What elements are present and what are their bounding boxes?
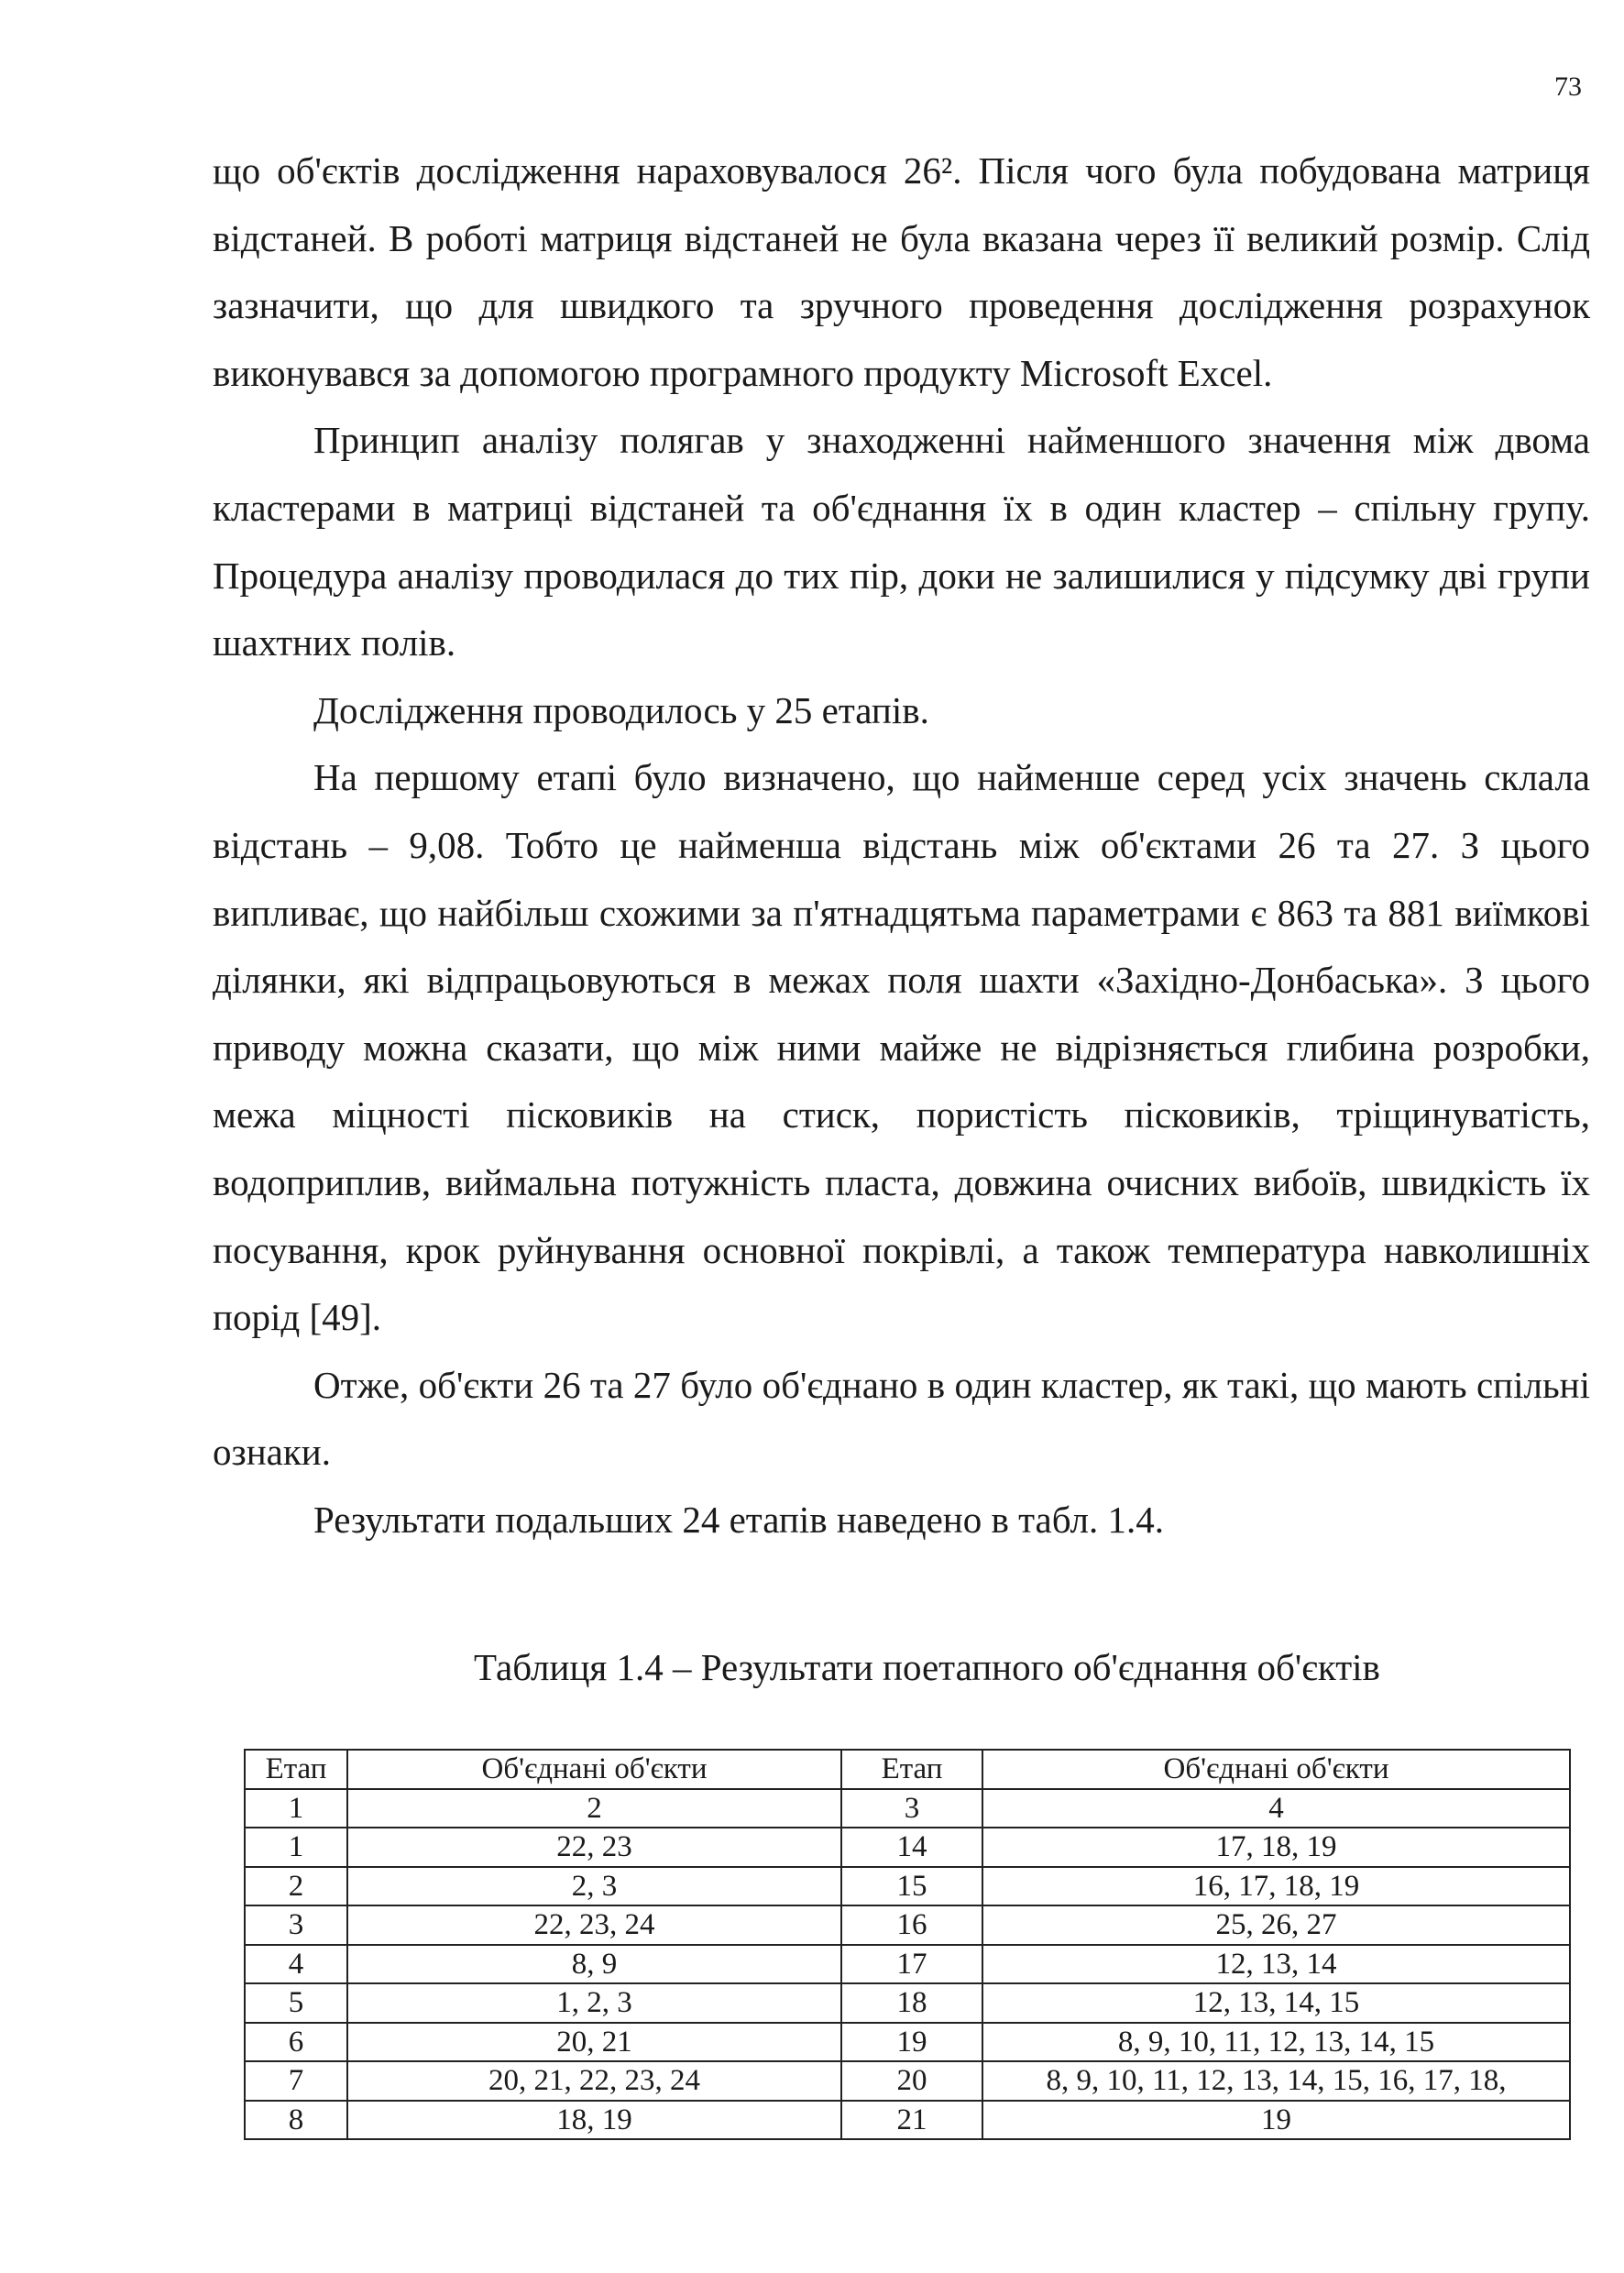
table-cell: 7 [245,2061,347,2101]
table-cell: 8, 9, 10, 11, 12, 13, 14, 15, 16, 17, 18, [982,2061,1570,2101]
table-caption [0,1645,1624,1689]
table-cell: 19 [841,2023,982,2062]
table-row [245,1905,1570,1945]
table-row [245,2023,1570,2062]
table-cell: 14 [841,1828,982,1867]
table-cell: 20, 21, 22, 23, 24 [347,2061,841,2101]
table-cell: 19 [982,2101,1570,2140]
table-cell: 21 [841,2101,982,2140]
table-cell: 18, 19 [347,2101,841,2140]
table-row [245,2101,1570,2140]
results-table [244,1749,1571,2140]
table-row [245,2061,1570,2101]
table-row [245,1945,1570,1984]
header-objects-1: Об'єднані об'єкти [347,1750,841,1789]
table-row [245,1983,1570,2023]
table-row [245,1867,1570,1906]
column-number: 3 [841,1789,982,1828]
paragraph: Дослідження проводилось у 25 етапів. [313,688,929,731]
table-cell: 8, 9, 10, 11, 12, 13, 14, 15 [982,2023,1570,2062]
table-cell: 16 [841,1905,982,1945]
table-cell: 12, 13, 14 [982,1945,1570,1984]
header-stage-2: Етап [841,1750,982,1789]
table-cell: 2, 3 [347,1867,841,1906]
table-cell: 12, 13, 14, 15 [982,1983,1570,2023]
column-number: 1 [245,1789,347,1828]
table-row [245,1828,1570,1867]
header-objects-2: Об'єднані об'єкти [982,1750,1570,1789]
table-column-number-row [245,1789,1570,1828]
table-cell: 20, 21 [347,2023,841,2062]
column-number: 4 [982,1789,1570,1828]
table-caption-text: Таблиця 1.4 – Результати поетапного об'єднання об'єктів [474,1646,1380,1688]
table-cell: 16, 17, 18, 19 [982,1867,1570,1906]
table-cell: 5 [245,1983,347,2023]
header-stage-1: Етап [245,1750,347,1789]
paragraph: Результати подальших 24 етапів наведено в табл. 1.4. [313,1498,1165,1541]
table-cell: 6 [245,2023,347,2062]
table-cell: 25, 26, 27 [982,1905,1570,1945]
table-cell: 15 [841,1867,982,1906]
paragraph: На першому етапі було визначено, що найменше серед усіх значень склала відстань – 9,08. Тобто це найменша відстань між об'єктами 26 та 27. З цього випливає, що найбільш схожими за п'ятнадцятьма параметрами є 863 та 881 виїмкові ділянки, які відпрацьовуються в межах поля шахти «Західно-Донбаська». З цього приводу можна сказати, що між ними майже не відрізняється глибина розробки, межа міцності пісковиків на стиск, пористість пісковиків, тріщинуватість, водоприплив, виймальна потужність пласта, довжина очисних вибоїв, швидкість їх посування, крок руйнування основної покрівлі, а також температура навколишніх порід [49]. [213,756,1590,1339]
table-cell: 22, 23 [347,1828,841,1867]
body-text [213,137,1590,1554]
table-cell: 18 [841,1983,982,2023]
paragraph: Отже, об'єкти 26 та 27 було об'єднано в один кластер, як такі, що мають спільні ознаки. [213,1363,1590,1474]
table-cell: 8 [245,2101,347,2140]
table-header-row [245,1750,1570,1789]
table-cell: 2 [245,1867,347,1906]
page-number: 73 [1554,71,1582,102]
paragraph: що об'єктів дослідження нараховувалося 26². Після чого була побудована матриця відстаней. В роботі матриця відстаней не була вказана через її великий розмір. Слід зазначити, що для швидкого та зручного проведення дослідження розрахунок виконувався за допомогою програмного продукту Microsoft Excel. [213,149,1590,394]
table-cell: 17, 18, 19 [982,1828,1570,1867]
table-cell: 1 [245,1828,347,1867]
table-cell: 20 [841,2061,982,2101]
table-cell: 8, 9 [347,1945,841,1984]
column-number: 2 [347,1789,841,1828]
paragraph: Принцип аналізу полягав у знаходженні найменшого значення між двома кластерами в матриці відстаней та об'єднання їх в один кластер – спільну групу. Процедура аналізу проводилася до тих пір, доки не залишилися у підсумку дві групи шахтних полів. [213,419,1590,664]
table-cell: 1, 2, 3 [347,1983,841,2023]
table-cell: 3 [245,1905,347,1945]
table-cell: 17 [841,1945,982,1984]
table-cell: 22, 23, 24 [347,1905,841,1945]
table-cell: 4 [245,1945,347,1984]
